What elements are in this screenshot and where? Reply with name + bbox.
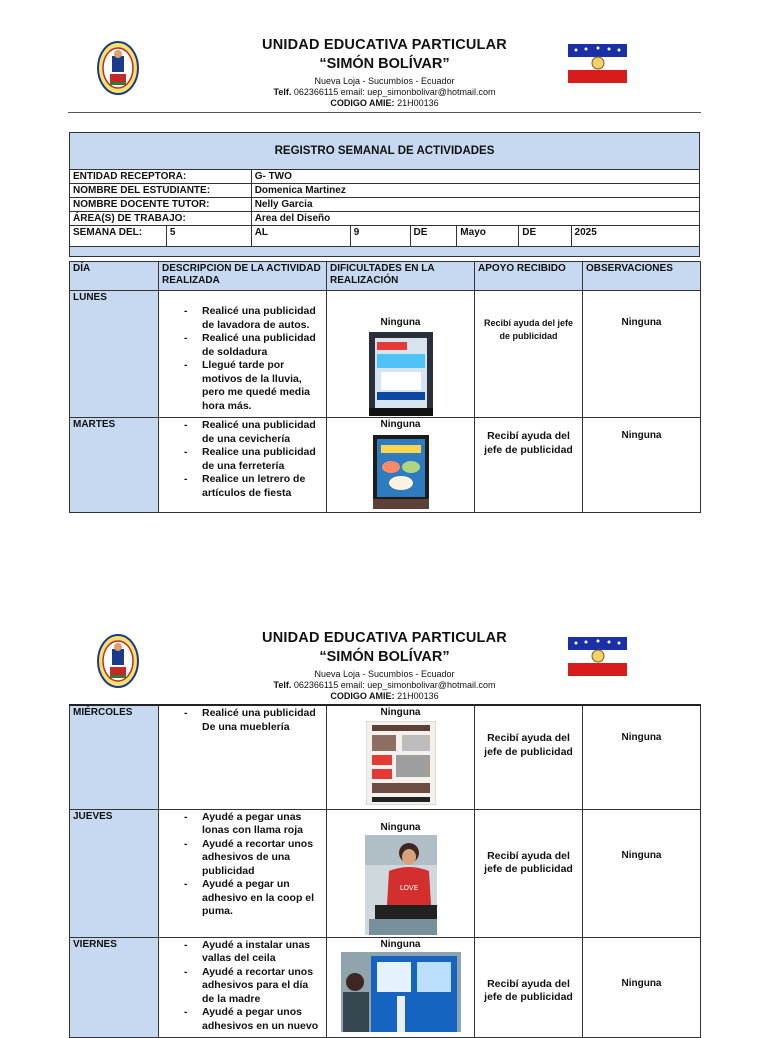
entity-value: G- TWO (251, 170, 699, 184)
shirt-print-text: LOVE (399, 883, 418, 892)
week-de-label: DE (410, 226, 457, 247)
difficulty-cell (327, 809, 475, 937)
description-cell (159, 809, 327, 937)
school-name-line1: UNIDAD EDUCATIVA PARTICULAR (262, 37, 507, 53)
area-value: Area del Diseño (251, 212, 699, 226)
description-cell (159, 291, 327, 418)
student-label: NOMBRE DEL ESTUDIANTE: (70, 184, 252, 198)
week-from: 5 (166, 226, 251, 247)
week-label: SEMANA DEL: (70, 226, 167, 247)
table-row-miercoles (70, 705, 701, 809)
school-contact: Telf. 062366115 email: uep_simonbolivar@hotmail.com (273, 87, 496, 97)
difficulty-text: Ninguna (380, 707, 421, 718)
observation-cell: Ninguna (583, 291, 701, 418)
list-item: - Llegué tarde por motivos de la lluvia, pero me quedé media hora más. (162, 359, 323, 413)
support-cell: Recibí ayuda del jefe de publicidad (475, 705, 583, 809)
school-amie: CODIGO AMIE: 21H00136 (330, 98, 439, 108)
table-row-viernes (70, 937, 701, 1037)
difficulty-cell (327, 418, 475, 513)
difficulty-text: Ninguna (380, 419, 421, 430)
observation-cell: Ninguna (583, 809, 701, 937)
support-cell: Recibí ayuda del jefe de publicidad (475, 418, 583, 513)
description-cell (159, 705, 327, 809)
photo-furniture-poster-image (366, 721, 436, 805)
difficulty-text: Ninguna (380, 317, 421, 328)
list-item: - Ayudé a pegar un adhesivo en la coop el puma. (162, 878, 323, 919)
list-item: - Realice un letrero de artículos de fiesta (162, 473, 323, 500)
difficulty-cell (327, 705, 475, 809)
difficulty-cell (327, 937, 475, 1037)
support-cell: Recibí ayuda del jefe de publicidad (475, 809, 583, 937)
col-day: DÍA (70, 262, 159, 291)
col-observations: OBSERVACIONES (583, 262, 701, 291)
week-de-label-2: DE (519, 226, 571, 247)
flag-icon (568, 637, 627, 676)
observation-cell: Ninguna (583, 705, 701, 809)
week-to: 9 (350, 226, 410, 247)
school-amie: CODIGO AMIE: 21H00136 (330, 691, 439, 701)
week-al-label: AL (251, 226, 350, 247)
day-cell: LUNES (70, 291, 159, 418)
list-item: - Ayudé a instalar unas vallas del ceila (162, 939, 323, 966)
table-row-lunes (70, 291, 701, 418)
table-row-jueves (70, 809, 701, 937)
week-month: Mayo (457, 226, 519, 247)
day-cell: MIÉRCOLES (70, 705, 159, 809)
header-rule (68, 112, 701, 113)
list-item: - Ayudé a recortar unos adhesivos de una publicidad (162, 838, 323, 879)
school-name-line2: “SIMÓN BOLÍVAR” (319, 649, 450, 665)
spacer-row (70, 247, 700, 257)
col-difficulties: DIFICULTADES EN LA REALIZACIÓN (327, 262, 475, 291)
letterhead-page-2 (68, 627, 701, 707)
school-name-line2: “SIMÓN BOLÍVAR” (319, 56, 450, 72)
tutor-value: Nelly Garcia (251, 198, 699, 212)
day-cell: JUEVES (70, 809, 159, 937)
support-cell: Recibí ayuda del jefe de publicidad (475, 291, 583, 418)
observation-cell: Ninguna (583, 418, 701, 513)
photo-cevicheria-poster-image (373, 435, 429, 509)
difficulty-cell (327, 291, 475, 418)
week-year: 2025 (571, 226, 699, 247)
list-item: - Realicé una publicidad De una mueblería (162, 707, 323, 734)
list-item: - Realice una publicidad de una ferretería (162, 446, 323, 473)
school-contact: Telf. 062366115 email: uep_simonbolivar@hotmail.com (273, 680, 496, 690)
photo-student-cutting-stickers-image (365, 835, 437, 935)
activity-days-table-page-1 (69, 261, 701, 513)
school-location: Nueva Loja - Sucumbíos - Ecuador (314, 669, 455, 679)
description-cell (159, 418, 327, 513)
form-title: REGISTRO SEMANAL DE ACTIVIDADES (70, 133, 700, 170)
activity-register-table (69, 132, 700, 257)
day-cell: VIERNES (70, 937, 159, 1037)
photo-carwash-poster-image (369, 332, 433, 416)
entity-label: ENTIDAD RECEPTORA: (70, 170, 252, 184)
tutor-label: NOMBRE DOCENTE TUTOR: (70, 198, 252, 212)
list-item: - Ayudé a pegar unos adhesivos en un nuevo (162, 1006, 323, 1033)
support-cell: Recibí ayuda del jefe de publicidad (475, 937, 583, 1037)
list-item: - Realicé una publicidad de una cevichería (162, 419, 323, 446)
flag-icon (568, 44, 627, 83)
list-item: - Ayudé a pegar unas lonas con llama roja (162, 811, 323, 838)
list-item: - Realicé una publicidad de soldadura (162, 332, 323, 359)
activity-days-table-page-2 (69, 704, 701, 1038)
letterhead-page-1 (68, 34, 701, 114)
description-cell (159, 937, 327, 1037)
difficulty-text: Ninguna (380, 821, 421, 833)
school-name-line1: UNIDAD EDUCATIVA PARTICULAR (262, 630, 507, 646)
table-row-martes (70, 418, 701, 513)
photo-billboard-installation-image (341, 952, 461, 1032)
observation-cell: Ninguna (583, 937, 701, 1037)
difficulty-text: Ninguna (380, 938, 421, 950)
col-support: APOYO RECIBIDO (475, 262, 583, 291)
area-label: ÁREA(S) DE TRABAJO: (70, 212, 252, 226)
school-location: Nueva Loja - Sucumbíos - Ecuador (314, 76, 455, 86)
list-item: - Realicé una publicidad de lavadora de autos. (162, 305, 323, 332)
student-value: Domenica Martinez (251, 184, 699, 198)
col-description: DESCRIPCION DE LA ACTIVIDAD REALIZADA (159, 262, 327, 291)
list-item: - Ayudé a recortar unos adhesivos para el día de la madre (162, 966, 323, 1007)
day-cell: MARTES (70, 418, 159, 513)
